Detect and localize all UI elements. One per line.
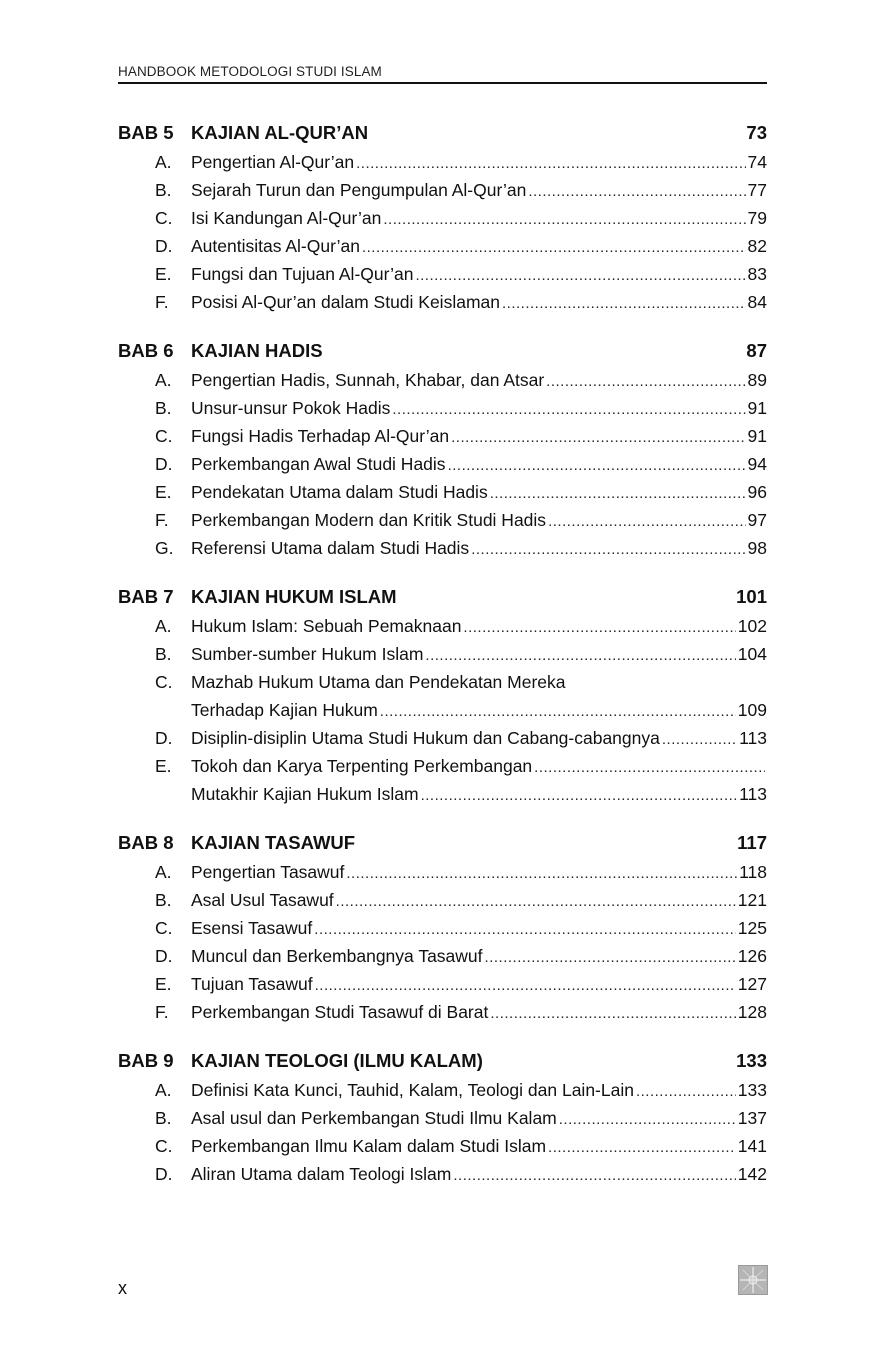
chapter-heading[interactable]: [118, 118, 767, 148]
entry-page-number: 74: [747, 152, 767, 172]
table-of-contents: [118, 118, 767, 1208]
toc-entry[interactable]: [118, 534, 767, 562]
chapter-number: BAB 6: [118, 340, 174, 361]
chapter-heading[interactable]: [118, 582, 767, 612]
chapter-section: [118, 336, 767, 562]
toc-entry[interactable]: [118, 148, 767, 176]
toc-entry[interactable]: [118, 1132, 767, 1160]
toc-entry[interactable]: [118, 288, 767, 316]
entry-letter: D.: [155, 236, 173, 256]
entry-title: Pendekatan Utama dalam Studi Hadis: [191, 482, 488, 502]
entry-page-number: 84: [747, 292, 767, 312]
entry-title: Aliran Utama dalam Teologi Islam: [191, 1164, 452, 1184]
dot-leader: [346, 860, 737, 888]
entry-page-number: 137: [737, 1108, 767, 1128]
entry-title: Perkembangan Ilmu Kalam dalam Studi Islam: [191, 1136, 547, 1156]
toc-entry[interactable]: [118, 366, 767, 394]
dot-leader: [383, 206, 745, 234]
dot-leader: [471, 536, 745, 564]
entry-page-number: 82: [747, 236, 767, 256]
toc-entry[interactable]: [118, 668, 767, 696]
entry-page-number: 97: [747, 510, 767, 530]
entry-letter: C.: [155, 1136, 173, 1156]
entry-letter: A.: [155, 862, 172, 882]
entry-letter: B.: [155, 890, 172, 910]
dot-leader: [485, 944, 736, 972]
entry-page-number: 113: [739, 728, 767, 748]
dot-leader: [528, 178, 745, 206]
toc-entry[interactable]: [118, 612, 767, 640]
entry-letter: E.: [155, 756, 172, 776]
entry-letter: A.: [155, 152, 172, 172]
entry-title: Perkembangan Modern dan Kritik Studi Hadis: [191, 510, 547, 530]
entry-letter: F.: [155, 292, 169, 312]
entry-title: Fungsi Hadis Terhadap Al-Qur’an: [191, 426, 450, 446]
dot-leader: [392, 396, 745, 424]
dot-leader: [356, 150, 745, 178]
toc-entry[interactable]: [118, 1104, 767, 1132]
entry-title: Hukum Islam: Sebuah Pemaknaan: [191, 616, 462, 636]
toc-entry[interactable]: [118, 914, 767, 942]
dot-leader: [490, 480, 746, 508]
chapter-page-number: 73: [746, 122, 767, 143]
chapter-page-number: 87: [746, 340, 767, 361]
entry-letter: B.: [155, 644, 172, 664]
entry-letter: D.: [155, 454, 173, 474]
entry-letter: C.: [155, 426, 173, 446]
chapter-section: [118, 118, 767, 316]
chapter-section: [118, 1046, 767, 1188]
entry-title: Terhadap Kajian Hukum: [191, 700, 378, 720]
toc-entry[interactable]: [118, 970, 767, 998]
entry-letter: F.: [155, 1002, 169, 1022]
entry-page-number: 98: [747, 538, 767, 558]
entry-page-number: 118: [739, 862, 767, 882]
entry-letter: A.: [155, 616, 172, 636]
dot-leader: [502, 290, 746, 318]
toc-entry[interactable]: [118, 724, 767, 752]
entry-letter: B.: [155, 180, 172, 200]
chapter-section: [118, 828, 767, 1026]
entry-title: Unsur-unsur Pokok Hadis: [191, 398, 391, 418]
dot-leader: [425, 642, 735, 670]
toc-entry[interactable]: [118, 260, 767, 288]
dot-leader: [314, 916, 736, 944]
chapter-title: KAJIAN HADIS: [191, 340, 323, 361]
entry-title: Asal usul dan Perkembangan Studi Ilmu Kalam: [191, 1108, 557, 1128]
toc-entry[interactable]: [118, 998, 767, 1026]
toc-entry[interactable]: [118, 1160, 767, 1188]
toc-entry[interactable]: [118, 780, 767, 808]
entry-page-number: 96: [747, 482, 767, 502]
entry-title: Perkembangan Awal Studi Hadis: [191, 454, 446, 474]
entry-title: Definisi Kata Kunci, Tauhid, Kalam, Teologi dan Lain-Lain: [191, 1080, 634, 1100]
entry-title: Pengertian Hadis, Sunnah, Khabar, dan Atsar: [191, 370, 545, 390]
dot-leader: [336, 888, 736, 916]
dot-leader: [463, 614, 735, 642]
entry-letter: G.: [155, 538, 174, 558]
chapter-number: BAB 8: [118, 832, 174, 853]
entry-page-number: 83: [747, 264, 767, 284]
dot-leader: [415, 262, 745, 290]
entry-letter: C.: [155, 672, 173, 692]
entry-title: Tujuan Tasawuf: [191, 974, 313, 994]
entry-title: Isi Kandungan Al-Qur’an: [191, 208, 382, 228]
entry-page-number: 141: [737, 1136, 767, 1156]
chapter-heading[interactable]: [118, 828, 767, 858]
toc-entry[interactable]: [118, 640, 767, 668]
entry-title: Disiplin-disiplin Utama Studi Hukum dan Cabang-cabangnya: [191, 728, 660, 748]
dot-leader: [453, 1162, 735, 1190]
toc-entry[interactable]: [118, 450, 767, 478]
entry-title: Asal Usul Tasawuf: [191, 890, 334, 910]
toc-entry[interactable]: [118, 858, 767, 886]
entry-letter: E.: [155, 974, 172, 994]
toc-entry[interactable]: [118, 886, 767, 914]
chapter-heading[interactable]: [118, 1046, 767, 1076]
toc-entry[interactable]: [118, 752, 767, 780]
toc-entry[interactable]: [118, 232, 767, 260]
entry-page-number: 125: [737, 918, 767, 938]
chapter-title: KAJIAN TEOLOGI (ILMU KALAM): [191, 1050, 483, 1071]
dot-leader: [421, 782, 738, 810]
entry-title: Pengertian Tasawuf: [191, 862, 345, 882]
dot-leader: [490, 1000, 735, 1028]
dot-leader: [548, 1134, 736, 1162]
dot-leader: [559, 1106, 736, 1134]
chapter-title: KAJIAN TASAWUF: [191, 832, 356, 853]
decorative-ornament-icon: [738, 1265, 768, 1295]
toc-entry[interactable]: [118, 696, 767, 724]
dot-leader: [451, 424, 745, 452]
entry-page-number: 104: [737, 644, 767, 664]
entry-letter: B.: [155, 398, 172, 418]
chapter-number: BAB 7: [118, 586, 174, 607]
chapter-section: [118, 582, 767, 808]
entry-page-number: 77: [747, 180, 767, 200]
entry-letter: A.: [155, 370, 172, 390]
chapter-page-number: 101: [736, 586, 767, 607]
entry-title: Esensi Tasawuf: [191, 918, 313, 938]
entry-letter: C.: [155, 918, 173, 938]
dot-leader: [546, 368, 745, 396]
page-number: x: [118, 1278, 127, 1298]
entry-title: Fungsi dan Tujuan Al-Qur’an: [191, 264, 414, 284]
entry-title: Sumber-sumber Hukum Islam: [191, 644, 424, 664]
dot-leader: [662, 726, 737, 754]
entry-title: Posisi Al-Qur’an dalam Studi Keislaman: [191, 292, 500, 312]
entry-letter: D.: [155, 728, 173, 748]
entry-title: Tokoh dan Karya Terpenting Perkembangan: [191, 756, 533, 776]
entry-letter: A.: [155, 1080, 172, 1100]
toc-entry[interactable]: [118, 422, 767, 450]
chapter-title: KAJIAN AL-QUR’AN: [191, 122, 369, 143]
toc-entry[interactable]: [118, 176, 767, 204]
entry-title: Mutakhir Kajian Hukum Islam: [191, 784, 419, 804]
entry-page-number: 89: [747, 370, 767, 390]
entry-letter: C.: [155, 208, 173, 228]
entry-page-number: 128: [737, 1002, 767, 1022]
entry-title: Referensi Utama dalam Studi Hadis: [191, 538, 470, 558]
dot-leader: [534, 754, 765, 782]
entry-page-number: 142: [737, 1164, 767, 1184]
entry-letter: E.: [155, 482, 172, 502]
entry-letter: E.: [155, 264, 172, 284]
running-header: HANDBOOK METODOLOGI STUDI ISLAM: [118, 64, 767, 84]
entry-title: Sejarah Turun dan Pengumpulan Al-Qur’an: [191, 180, 527, 200]
chapter-page-number: 117: [737, 832, 767, 853]
entry-page-number: 91: [747, 426, 767, 446]
entry-letter: F.: [155, 510, 169, 530]
chapter-number: BAB 9: [118, 1050, 174, 1071]
dot-leader: [362, 234, 746, 262]
dot-leader: [548, 508, 745, 536]
dot-leader: [636, 1078, 736, 1106]
chapter-heading[interactable]: [118, 336, 767, 366]
entry-letter: B.: [155, 1108, 172, 1128]
entry-page-number: 113: [739, 784, 767, 804]
toc-entry[interactable]: [118, 506, 767, 534]
dot-leader: [315, 972, 736, 1000]
entry-page-number: 126: [737, 946, 767, 966]
toc-entry[interactable]: [118, 204, 767, 232]
entry-title: Perkembangan Studi Tasawuf di Barat: [191, 1002, 489, 1022]
entry-title: Mazhab Hukum Utama dan Pendekatan Mereka: [191, 672, 566, 692]
entry-letter: D.: [155, 946, 173, 966]
chapter-title: KAJIAN HUKUM ISLAM: [191, 586, 397, 607]
entry-letter: D.: [155, 1164, 173, 1184]
entry-title: Autentisitas Al-Qur’an: [191, 236, 360, 256]
toc-entry[interactable]: [118, 942, 767, 970]
dot-leader: [448, 452, 746, 480]
chapter-number: BAB 5: [118, 122, 174, 143]
entry-page-number: 91: [747, 398, 767, 418]
dot-leader: [380, 698, 736, 726]
entry-page-number: 121: [737, 890, 767, 910]
entry-page-number: 79: [747, 208, 767, 228]
entry-page-number: 109: [737, 700, 767, 720]
entry-page-number: 127: [737, 974, 767, 994]
entry-page-number: 102: [737, 616, 767, 636]
entry-page-number: 133: [737, 1080, 767, 1100]
entry-title: Muncul dan Berkembangnya Tasawuf: [191, 946, 483, 966]
toc-entry[interactable]: [118, 1076, 767, 1104]
entry-title: Pengertian Al-Qur’an: [191, 152, 355, 172]
toc-entry[interactable]: [118, 394, 767, 422]
chapter-page-number: 133: [736, 1050, 767, 1071]
toc-entry[interactable]: [118, 478, 767, 506]
entry-page-number: 94: [747, 454, 767, 474]
